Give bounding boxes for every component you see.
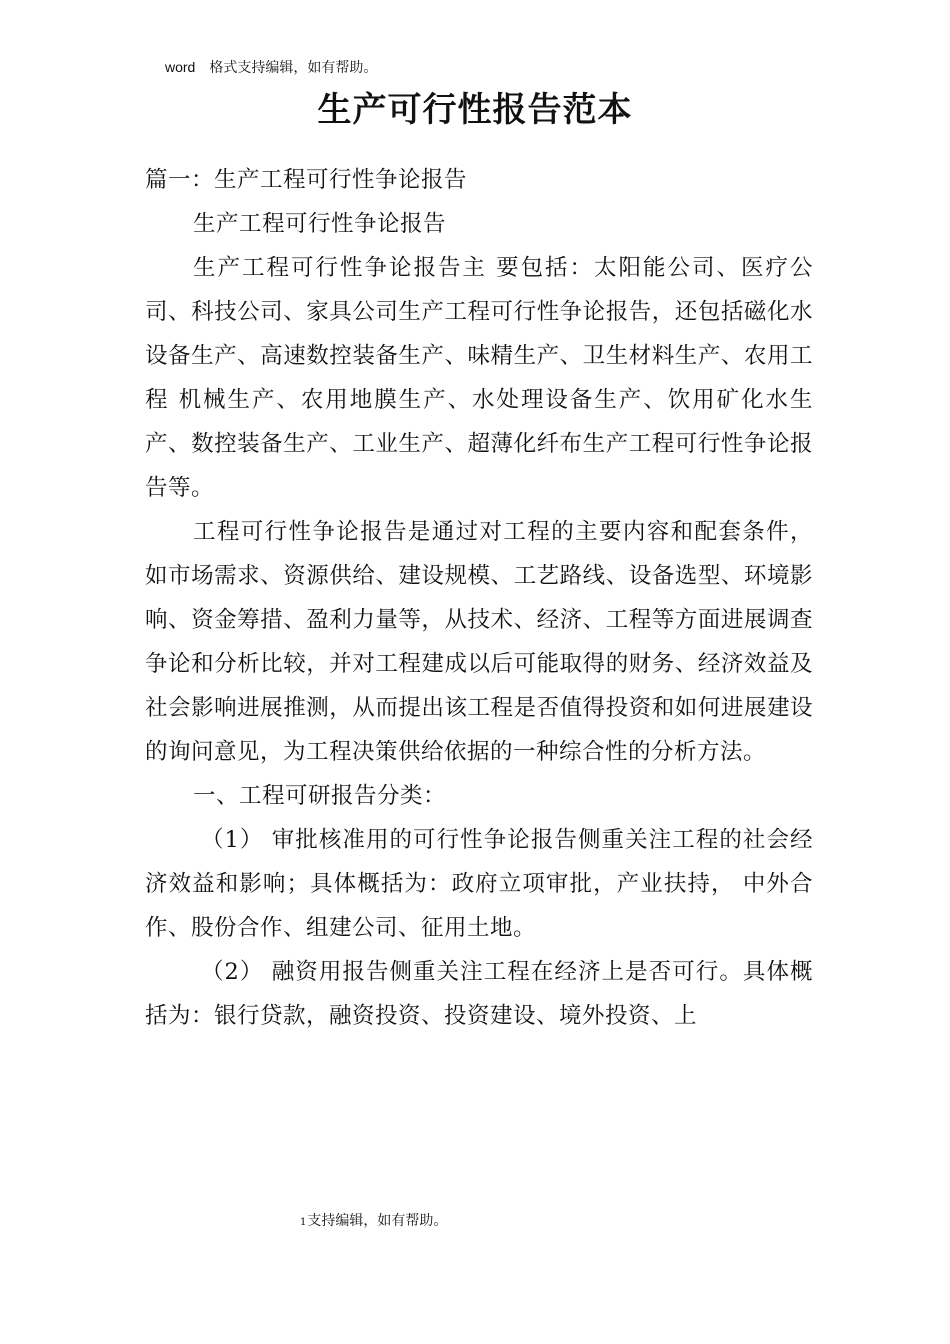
header-note-text: 格式支持编辑，如有帮助。 — [209, 60, 378, 76]
page-header — [165, 58, 377, 77]
page-footer — [300, 1212, 447, 1232]
article-heading: 篇一：生产工程可行性争论报告 — [145, 167, 468, 193]
header-word-label: word — [165, 59, 196, 75]
section-heading: 一、工程可研报告分类： — [193, 783, 447, 809]
body-paragraph: 工程可行性争论报告是通过对工程的主要内容和配套条件，如市场需求、资源供给、建设规模、工艺路线、设备选型、环境影响、资金筹措、盈利力量等，从技术、经济、工程等方面进展调查争论和分析比较，并对工程建成以后可能取得的财务、经济效益及社会影响进展推测，从而提出该工程是否值得投资和如何进展建设的询问意见，为工程决策供给依据的一种综合性的分析方法。 — [145, 519, 813, 765]
document-title: 生产可行性报告范本 — [317, 90, 633, 130]
list-item: （2） 融资用报告侧重关注工程在经济上是否可行。具体概括为：银行贷款，融资投资、投资建设、境外投资、上 — [145, 959, 813, 1029]
document-body — [145, 158, 813, 1038]
page-number: 1 — [300, 1217, 307, 1228]
list-item: （1） 审批核准用的可行性争论报告侧重关注工程的社会经济效益和影响；具体概括为：政府立项审批，产业扶持， 中外合作、股份合作、组建公司、征用土地。 — [145, 827, 813, 941]
body-paragraph: 生产工程可行性争论报告主 要包括：太阳能公司、医疗公司、科技公司、家具公司生产工程可行性争论报告，还包括磁化水设备生产、高速数控装备生产、味精生产、卫生材料生产、农用工程 机械生产、农用地膜生产、水处理设备生产、饮用矿化水生产、数控装备生产、工业生产、超薄化纤布生产工程可行性争论报告等。 — [145, 255, 813, 501]
section-subtitle: 生产工程可行性争论报告 — [193, 211, 447, 237]
footer-note-text: 支持编辑，如有帮助。 — [307, 1213, 448, 1229]
